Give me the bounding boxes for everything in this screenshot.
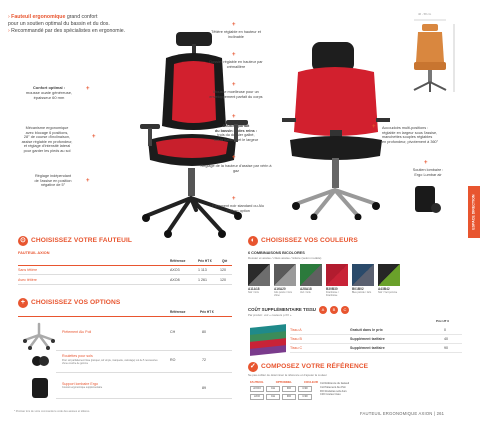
plus-icon: + (372, 124, 376, 130)
plus-icon: + (232, 82, 236, 88)
swatch-a28a18[interactable]: A28A18 Vert / Gris (300, 264, 322, 298)
annot-mecanisme: Mécanisme ergonomique avec blocage 6 positions, 28° de course d'inclinaison, assise réglable en profondeur, et réglage d'intensité lateral pour garder les pieds au sol (21, 126, 73, 153)
alu-base-image (22, 320, 56, 350)
dim-top: 46 - 58 cm (418, 12, 432, 16)
plus-icon: + (232, 114, 236, 120)
reference-sub: Ne pas oublier de déterminer la référence et d'ajouter la couleur (248, 373, 328, 377)
tissu-sub: Par produit : voir « couleurs p.XX » (248, 313, 292, 317)
option-prix: 72 (202, 358, 206, 362)
section-reference-title: ✓ COMPOSEZ VOTRE RÉFÉRENCE (248, 362, 368, 372)
option-label: Support lombaire Ergo (62, 382, 98, 386)
footer: FAUTEUIL ERGONOMIQUE AXION | 261 (360, 411, 445, 416)
annot-reglage-assise: Réglage indépendant de l'assise en position négative de 5° (34, 174, 72, 188)
plus-icon: + (232, 155, 236, 161)
option-label: Piétement Alu Poli (62, 330, 92, 334)
section-fauteuil-title: ⊙ CHOISISSEZ VOTRE FAUTEUIL (18, 236, 132, 246)
intro-text: › Fauteuil ergonomique grand confort pour un soutien optimal du bassin et du dos. › Recommandé par des spécialistes en ergonomie. (8, 14, 126, 34)
swatch-a11a18[interactable]: A11A18 Noir / Gris (248, 264, 270, 298)
annot-pietement: Piètement noir standard ou Alu PoS en option (212, 204, 264, 213)
couleurs-sub2: Dossier et assise / côtés assise / têtière (selon modèle) (248, 256, 322, 260)
annot-confort: Confort optimal : mousse ouate généreuse, épaisseur 60 mm (25, 85, 73, 100)
chair-icon: ⊙ (18, 236, 28, 246)
side-tab[interactable]: ESPACE DIRECTION (468, 186, 480, 238)
couleurs-subtitle: 6 COMBINAISONS BICOLORES (248, 251, 305, 255)
section-couleurs-title: ◐ CHOISISSEZ VOS COULEURS (248, 236, 358, 246)
reference-legend: CH Référence du fauteuil CH Piétement Alu Poli RO Roulettes sols durs C30 Couleur tissu (320, 382, 350, 397)
casters-image (30, 352, 50, 368)
section-options-title: + CHOISISSEZ VOS OPTIONS (18, 298, 120, 308)
col-qte: Qté (222, 259, 228, 263)
chair-back-image (282, 40, 392, 220)
swatch-b30b30[interactable]: B30B30 Framboise / Framboise (326, 264, 348, 298)
annot-appui-tete: Têtière réglable en hauteur et inclinable (211, 30, 261, 39)
col-prix: Prix HT € (200, 310, 214, 314)
table-row[interactable]: Tissu C Supplément tarifaire 90 (290, 344, 462, 353)
swatch-b01b02[interactable]: B01B02 Bleu pétrole / Gris (352, 264, 374, 298)
plus-icon: + (86, 86, 90, 92)
annot-soutien: Soutien parfait du bassin et des reins : trois du dossier galbé, sur la hauteur et le largeur (213, 124, 259, 142)
annot-lombaire: Soutien lombaire : Ergo Lumbar air (412, 168, 444, 177)
fabric-samples-image (250, 326, 286, 354)
table-row[interactable]: Sans têtière AXO3 1 113 120 (18, 266, 232, 275)
fauteuil-subtitle: FAUTEUIL AXION (18, 251, 50, 255)
annot-accoudoirs: Accoudoirs multi-positions : réglable en largeur sous l'assise, manchettes souples réglables en profondeur, pivotement à 360° (382, 126, 439, 144)
annot-dossier: Dossier réglable en hauteur par crémaillère (209, 60, 263, 69)
plus-icon: + (424, 160, 428, 166)
plus-icon: + (92, 134, 96, 140)
plus-icon: + (86, 178, 90, 184)
chair-dimensions-image (404, 18, 466, 98)
tissu-header: Prix HT € (436, 319, 450, 323)
palette-icon: ◐ (248, 236, 258, 246)
reference-row: AXO3 CH RO C30 (250, 386, 312, 392)
option-desc: Pour sol parfaitement lisse (parquet, sol vinyle, marquette, carrelage) Lot de 5 recouvertes d'une couche de gomme (62, 359, 158, 365)
lumbar-pump-image (412, 182, 442, 216)
swatch-a43b42[interactable]: A43B42 Noir / Vert pomme (378, 264, 400, 298)
plus-icon: + (232, 196, 236, 202)
col-prix: Prix HT € (198, 259, 212, 263)
swatch-a16a20[interactable]: A16A20 Gris poivré / Gris chiné (274, 264, 296, 298)
lumbar-cushion-image (30, 376, 52, 400)
option-prix: 80 (202, 330, 206, 334)
plus-icon: + (232, 52, 236, 58)
badge-b: B (330, 306, 338, 314)
reference-cols: FAUTEUIL OPTIONNEL COULEUR (250, 380, 318, 384)
option-desc: Coussin ergonomique supplémentaire (62, 386, 103, 389)
col-ref: Référence (170, 310, 186, 314)
plus-icon: + (232, 22, 236, 28)
option-ref: CH (170, 330, 176, 334)
option-prix: 89 (202, 386, 206, 390)
option-label: Roulettes pour sols (62, 354, 93, 358)
col-ref: Référence (170, 259, 186, 263)
table-row[interactable]: Tissu A Gratuit dans le prix 0 (290, 326, 462, 335)
badge-c: C (341, 306, 349, 314)
tissu-title: COÛT SUPPLÉMENTAIRE TISSU A B C (248, 306, 349, 314)
table-row[interactable]: Tissu B Supplément tarifaire 40 (290, 335, 462, 344)
footnote: * Préciser lors de votre commande le code des assises et têtières. (14, 410, 90, 413)
table-row[interactable]: Avec têtière AXO8 1 261 120 (18, 276, 232, 285)
reference-row: AXO CH RO C30 (250, 394, 312, 400)
badge-a: A (319, 306, 327, 314)
option-ref: RO (170, 358, 176, 362)
annot-reglage-hauteur: Réglage de la hauteur d'assise par vérin à gaz (200, 164, 272, 173)
plus-circle-icon: + (18, 298, 28, 308)
check-icon: ✓ (248, 362, 258, 372)
annot-mousse: Mousse moelleuse pour un enveloppement parfait du corps (209, 90, 263, 99)
swatch-grid (248, 264, 400, 298)
